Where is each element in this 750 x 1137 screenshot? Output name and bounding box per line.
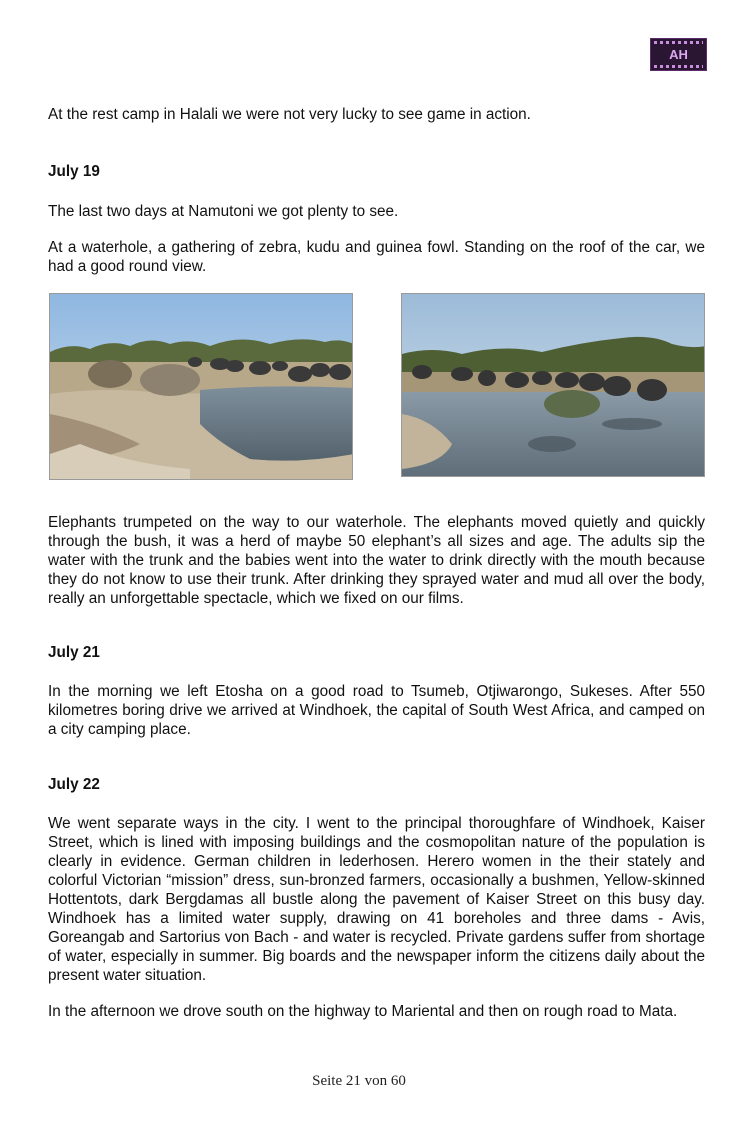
paragraph-waterhole: At a waterhole, a gathering of zebra, kudu and guinea fowl. Standing on the roof of the car, we had a good round view.	[48, 239, 705, 275]
page-number-footer: Seite 21 von 60	[312, 1073, 406, 1089]
heading-july-21: July 21	[48, 644, 100, 661]
paragraph-afternoon-drive: In the afternoon we drove south on the highway to Mariental and then on rough road to Mata.	[48, 1003, 678, 1020]
logo-text: AH	[669, 47, 688, 62]
paragraph-windhoek-city: We went separate ways in the city. I went to the principal thoroughfare of Windhoek, Kaiser Street, which is lined with imposing buildings and the cosmopolitan nature of the population is clearly in evidence. German children in lederhosen. Herero women in the their stately and colorful Victorian “mission” dress, sun-bronzed farmers, occasionally a bushmen, Yellow-skinned Hottentots, dark Bergdamas all bustle along the pavement of Kaiser Street on this busy day. Windhoek has a limited water supply, drawing on 41 boreholes and three dams - Avis, Goreangab and Sartorius von Bach - and water is recycled. Private gardens suffer from shortage of water, especially in summer. Big boards and the newspaper inform the citizens daily about the present water situation.	[48, 815, 705, 984]
paragraph-elephants: Elephants trumpeted on the way to our waterhole. The elephants moved quietly and quickly through the bush, it was a herd of maybe 50 elephant’s all sizes and age. The adults sip the water with the trunk and the babies went into the water to drink directly with the mouth because they do not know to use their trunk. After drinking they sprayed water and mud all over the body, really an unforgettable spectacle, which we fixed on our films.	[48, 514, 705, 607]
photo-elephants-left-image	[50, 294, 353, 480]
heading-july-22: July 22	[48, 776, 100, 793]
paragraph-halali: At the rest camp in Halali we were not very lucky to see game in action.	[48, 106, 531, 123]
paragraph-etosha-windhoek: In the morning we left Etosha on a good road to Tsumeb, Otjiwarongo, Sukeses. After 550 kilometres boring drive we arrived at Windhoek, the capital of South West Africa, and camped on a city camping place.	[48, 683, 705, 738]
photo-elephants-right-image	[402, 294, 705, 477]
photo-elephants-waterhole-left	[49, 293, 353, 480]
logo	[650, 38, 707, 71]
paragraph-namutoni: The last two days at Namutoni we got plenty to see.	[48, 203, 399, 220]
heading-july-19: July 19	[48, 163, 100, 180]
photo-elephants-waterhole-right	[401, 293, 705, 477]
